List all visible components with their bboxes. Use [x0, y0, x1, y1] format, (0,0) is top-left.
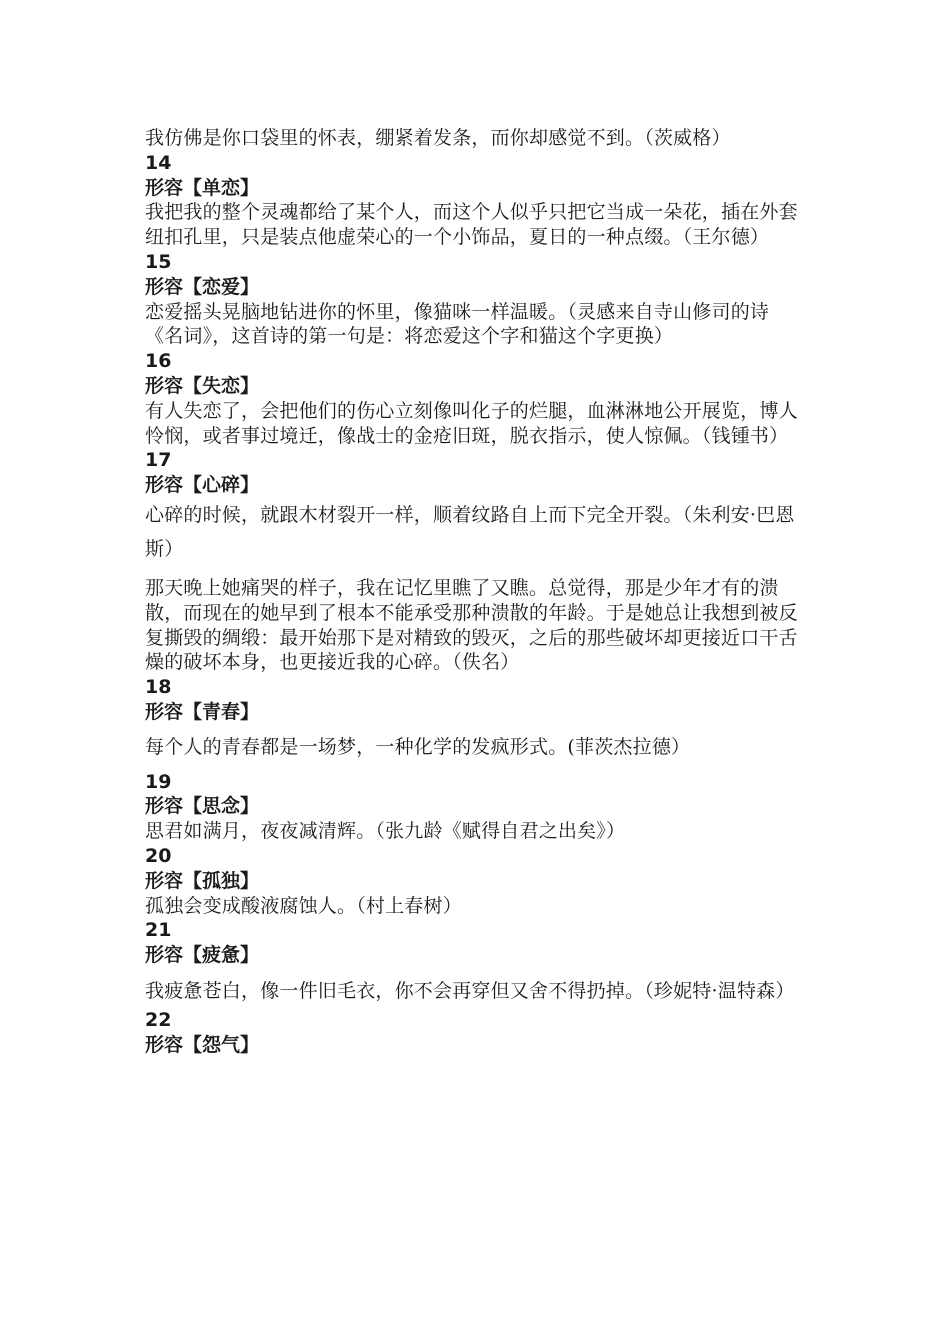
entry-number: 16: [145, 350, 172, 373]
entry-heading: 形容【心碎】: [145, 474, 260, 497]
entry-heading: 形容【单恋】: [145, 176, 260, 199]
quote-paragraph: 思君如满月，夜夜减清辉。（张九龄《赋得自君之出矣》）: [145, 820, 626, 843]
entry-number: 22: [145, 1008, 172, 1031]
entry-heading: 形容【恋爱】: [145, 275, 260, 298]
entry-number: 17: [145, 449, 172, 472]
quote-paragraph: 心碎的时候，就跟木材裂开一样，顺着纹路自上而下完全开裂。（朱利安·巴恩斯）: [145, 503, 795, 560]
entry-number: 15: [145, 250, 172, 273]
entry-heading: 形容【青春】: [145, 700, 260, 723]
quote-paragraph: 有人失恋了，会把他们的伤心立刻像叫化子的烂腿，血淋淋地公开展览，博人怜悯，或者事过境迁，像战士的金疮旧斑，脱衣指示，使人惊佩。（钱锺书）: [145, 399, 798, 447]
quote-paragraph: 我疲惫苍白，像一件旧毛衣，你不会再穿但又舍不得扔掉。（珍妮特·温特森）: [145, 979, 795, 1002]
quote-paragraph: 我仿佛是你口袋里的怀表，绷紧着发条，而你却感觉不到。（茨威格）: [145, 127, 731, 149]
entry-number: 21: [145, 919, 172, 942]
entry-number: 18: [145, 676, 172, 699]
entry-heading: 形容【疲惫】: [145, 944, 260, 967]
quote-paragraph: 那天晚上她痛哭的样子，我在记忆里瞧了又瞧。总觉得，那是少年才有的溃散，而现在的她早到了根本不能承受那种溃散的年龄。于是她总让我想到被反复撕毁的绸缎：最开始那下是对精致的毁灭，之后的那些破坏却更接近口干舌燥的破坏本身，也更接近我的心碎。（佚名）: [145, 576, 798, 674]
quote-paragraph: 我把我的整个灵魂都给了某个人，而这个人似乎只把它当成一朵花，插在外套纽扣孔里，只是装点他虚荣心的一个小饰品，夏日的一种点缀。（王尔德）: [145, 201, 798, 249]
entry-number: 14: [145, 151, 172, 174]
document-page: [145, 126, 805, 1058]
quote-paragraph: 每个人的青春都是一场梦，一种化学的发疯形式。(菲茨杰拉德）: [145, 735, 691, 758]
quote-paragraph: 恋爱摇头晃脑地钻进你的怀里，像猫咪一样温暖。（灵感来自寺山修司的诗《名词》，这首诗的第一句是：将恋爱这个字和猫这个字更换）: [145, 300, 770, 348]
entry-heading: 形容【怨气】: [145, 1033, 260, 1056]
entry-heading: 形容【失恋】: [145, 374, 260, 397]
entry-number: 19: [145, 770, 172, 793]
entry-heading: 形容【思念】: [145, 795, 260, 818]
entry-number: 20: [145, 844, 172, 867]
quote-paragraph: 孤独会变成酸液腐蚀人。（村上春树）: [145, 894, 462, 917]
entry-heading: 形容【孤独】: [145, 869, 260, 892]
